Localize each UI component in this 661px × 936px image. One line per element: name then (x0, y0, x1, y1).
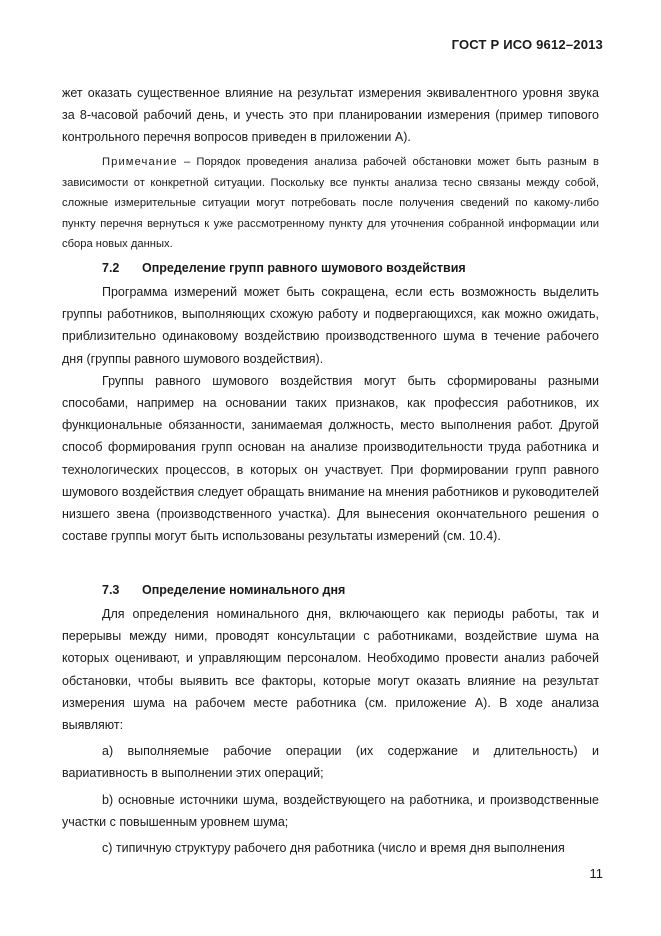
note-paragraph (62, 152, 599, 255)
section-7-3-body (62, 603, 599, 859)
section-7-3-number: 7.3 (102, 583, 120, 597)
section-7-3-title: Определение номинального дня (142, 583, 346, 597)
note-dash: – (177, 156, 197, 168)
list-item-c: c) типичную структуру рабочего дня работника (число и время дня выполнения (102, 841, 565, 856)
note-text: Порядок проведения анализа рабочей обстановки может быть разным в зависимости от конкретной ситуации. Поскольку все пункты анализа тесно связаны между собой, сложные измерительные ситуации могут потребовать после получения сведений по какому-либо пункту перечня вернуться к уже рассмотренному пункту для уточнения собранной информации или сбора новых данных. (62, 156, 599, 251)
section-7-2-number: 7.2 (102, 261, 120, 275)
note-label: Примечание (102, 156, 178, 168)
section-7-3-paragraph: Для определения номинального дня, включающего как периоды работы, так и перерывы между ними, проводят консультации с работниками, воздействие шума на которых оценивают, и управляющим персоналом. Необходимо провести анализ рабочей обстановки, чтобы выявить все факторы, которые могут оказать влияние на результат измерения шума на рабочем месте работника (см. приложение А). В ходе анализа выявляют: (62, 607, 599, 733)
page-number: 11 (589, 866, 603, 881)
list-item-a: a) выполняемые рабочие операции (их содержание и длительность) и вариативность в выполнении этих операций; (62, 744, 599, 781)
section-7-2-title: Определение групп равного шумового воздействия (142, 261, 466, 275)
list-item-b: b) основные источники шума, воздействующего на работника, и производственные участки с повышенным уровнем шума; (62, 792, 599, 829)
section-7-2-paragraph-1: Программа измерений может быть сокращена, если есть возможность выделить группы работников, выполняющих схожую работу и подвергающихся, как можно ожидать, приблизительно одинаковому воздействию производственного шума в течение рабочего дня (группы равного шумового воздействия). (62, 285, 599, 366)
document-header: ГОСТ Р ИСО 9612–2013 (451, 37, 603, 52)
intro-paragraph-block (62, 82, 599, 149)
intro-paragraph: жет оказать существенное влияние на результат измерения эквивалентного уровня звука за 8-часовой рабочий день, и учесть это при планировании измерения (пример типового контрольного перечня вопросов приведен в приложении А). (62, 86, 599, 145)
section-7-2-body (62, 281, 599, 547)
section-7-3-heading (102, 579, 345, 601)
section-7-2-paragraph-2: Группы равного шумового воздействия могут быть сформированы разными способами, например на основании таких признаков, как профессия работников, их функциональные обязанности, занимаемая должность, место выполнения работ. Другой способ формирования групп основан на анализе производительности труда работника и технологических процессов, в которых он участвует. При формировании групп равного шумового воздействия следует обращать внимание на мнения работников и руководителей низшего звена (производственного участка). Для вынесения окончательного решения о составе группы могут быть использованы результаты измерений (см. 10.4). (62, 373, 599, 544)
section-7-2-heading (102, 257, 466, 279)
note-block (62, 152, 599, 255)
